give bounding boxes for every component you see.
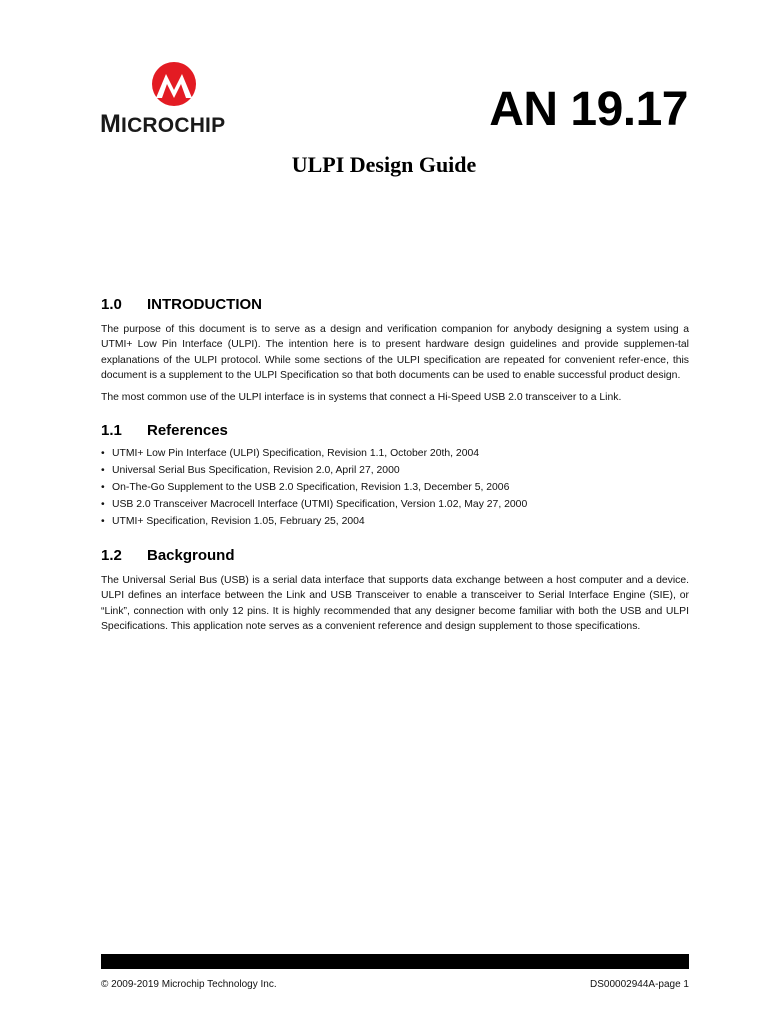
intro-paragraph-2: The most common use of the ULPI interface is in systems that connect a Hi-Speed USB 2.0 transceiver to a Link. <box>101 391 622 403</box>
background-paragraph: The Universal Serial Bus (USB) is a serial data interface that supports data exchange between a host computer and a device. ULPI defines an interface between the Link and USB Transceiver to enable a transceiver to Serial Interface Engine (SIE), or “Link”, connection with only 12 pins. It is highly recommended that any designer become familiar with both the USB and ULPI Specifications. This application note serves as a convenient reference and design supplement to those specifications. <box>101 575 689 633</box>
main-content <box>101 296 689 635</box>
section-number: 1.2 <box>101 547 122 565</box>
footer-page-ref: DS00002944A-page 1 <box>590 979 689 990</box>
intro-paragraph-1: The purpose of this document is to serve as a design and verification companion for anybody designing a system using a UTMI+ Low Pin Interface (ULPI). The intention here is to present hardware design guidelines and provide supplemen-tal explanations of the ULPI protocol. While some sections of the ULPI specification are repeated for convenient refer-ence, this document is a supplement to the ULPI Specification so that both documents can be used to enable successful product design. <box>101 324 689 382</box>
references-list <box>101 445 689 530</box>
section-title: References <box>147 422 228 440</box>
microchip-logo <box>100 60 250 136</box>
section-title: Background <box>147 547 235 565</box>
list-item: • On-The-Go Supplement to the USB 2.0 Specification, Revision 1.3, December 5, 2006 <box>101 479 689 496</box>
footer-copyright: © 2009-2019 Microchip Technology Inc. <box>101 979 277 990</box>
list-item: • USB 2.0 Transceiver Macrocell Interface (UTMI) Specification, Version 1.02, May 27, 2000 <box>101 496 689 513</box>
section-number: 1.1 <box>101 422 122 440</box>
doc-title: ULPI Design Guide <box>291 152 477 177</box>
microchip-logo-icon <box>150 60 198 108</box>
section-title: INTRODUCTION <box>147 296 262 313</box>
doc-number: AN 19.17 <box>489 83 688 136</box>
footer-bar <box>101 954 689 969</box>
list-item: • Universal Serial Bus Specification, Revision 2.0, April 27, 2000 <box>101 462 689 479</box>
list-item: • UTMI+ Specification, Revision 1.05, February 25, 2004 <box>101 513 689 530</box>
logo-wordmark: MICROCHIP <box>100 110 226 138</box>
section-number: 1.0 <box>101 296 122 313</box>
section-heading-background <box>101 547 689 564</box>
list-item: • UTMI+ Low Pin Interface (ULPI) Specification, Revision 1.1, October 20th, 2004 <box>101 445 689 462</box>
section-heading-introduction <box>101 296 689 313</box>
section-heading-references <box>101 422 689 439</box>
